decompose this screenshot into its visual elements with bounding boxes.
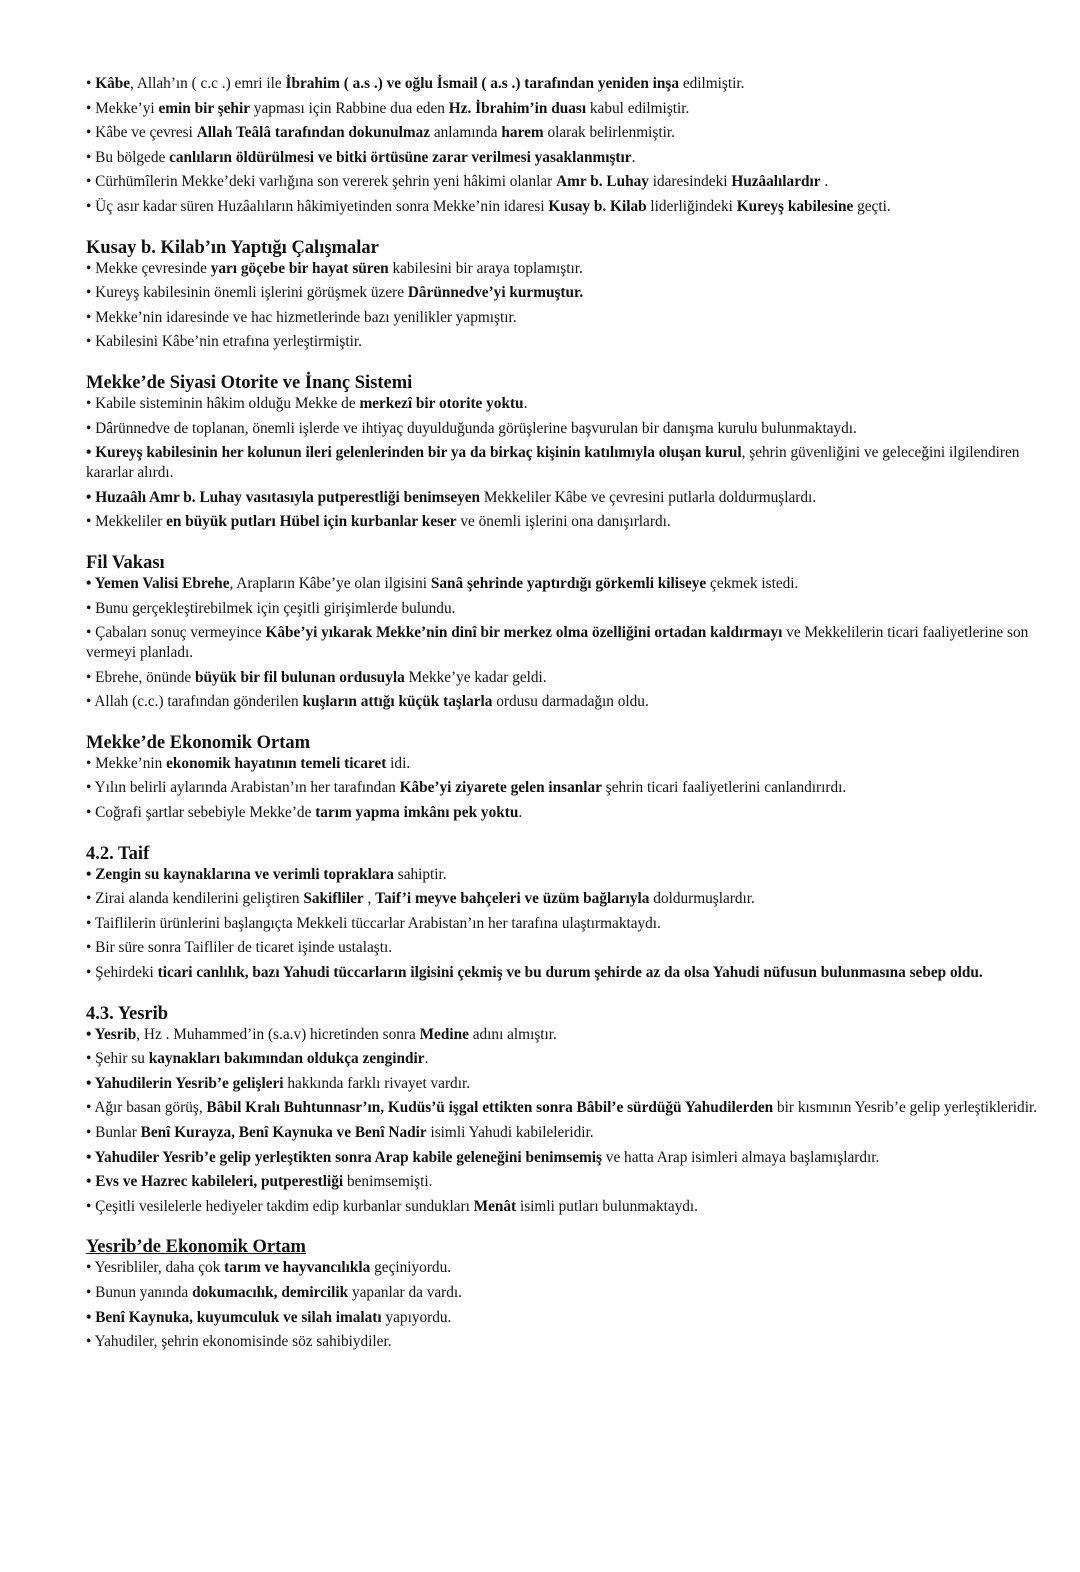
bold-text: •	[86, 1148, 95, 1166]
bold-text: Medine	[419, 1025, 469, 1043]
bold-text: kuşların attığı küçük taşlarla	[302, 693, 493, 711]
bold-text: Kâbe’yi yıkarak Mekke’nin dinî bir merkez olma özelliğini ortadan kaldırmayı	[265, 624, 783, 642]
bold-text: dokumacılık, demircilik	[192, 1283, 349, 1301]
text: •	[86, 75, 96, 92]
section-gap	[86, 357, 1040, 372]
bold-text: İbrahim ( a.s .) ve oğlu İsmail ( a.s .) tarafından yeniden inşa	[285, 75, 680, 92]
text: benimsemişti.	[343, 1173, 433, 1191]
bullet-line	[86, 443, 1040, 483]
bullet-line	[86, 512, 1040, 532]
text: liderliğindeki	[646, 197, 737, 215]
text: • Bir süre sonra Taifliler de ticaret işinde ustalaştı.	[86, 939, 393, 957]
text: • Şehir su	[86, 1050, 149, 1068]
bold-text: Yahudiler Yesrib’e gelip yerleştikten sonra Arap kabile geleneğini benimsemiş	[94, 1148, 602, 1166]
bold-text: kaynakları bakımından oldukça zengindir	[148, 1050, 425, 1068]
section-heading: Yesrib’de Ekonomik Ortam	[86, 1237, 306, 1258]
bold-text: •	[86, 1173, 96, 1191]
text: • Mekkeliler	[86, 513, 167, 531]
bullet-line	[86, 172, 1040, 192]
bold-text: •	[86, 1074, 95, 1092]
bold-text: emin bir şehir	[158, 99, 250, 117]
bold-text: merkezî bir otorite yoktu	[359, 394, 524, 412]
bold-text: Dârünnedve’yi kurmuştur.	[407, 284, 584, 302]
text: ve önemli işlerini ona danışırlardı.	[456, 513, 671, 531]
text: yapması için Rabbine dua eden	[249, 99, 449, 117]
text: • Kâbe ve çevresi	[86, 124, 197, 142]
bold-text: Allah Teâlâ tarafından dokunulmaz	[196, 124, 431, 142]
section-4	[86, 732, 1040, 823]
section-gap	[86, 222, 1040, 237]
bold-text: •	[86, 1025, 95, 1043]
text: • Kabile sisteminin hâkim olduğu Mekke de	[86, 394, 360, 412]
bullet-line	[86, 668, 1040, 688]
bold-text: Huzâalılardır	[731, 173, 821, 191]
bold-text: Menât	[473, 1197, 517, 1215]
text: • Şehirdeki	[86, 964, 158, 982]
text: çekmek istedi.	[706, 574, 799, 592]
bullet-line	[86, 488, 1040, 508]
bold-text: Benî Kaynuka, kuyumculuk ve silah imalatı	[95, 1308, 382, 1326]
bullet-line	[86, 1025, 1040, 1045]
text: ordusu darmadağın oldu.	[492, 693, 649, 711]
bullet-line	[86, 1098, 1040, 1118]
bold-text: Kusay b. Kilab	[548, 197, 647, 215]
bold-text: Huzaâlı Amr b. Luhay vasıtasıyla putperestliği benimseyen	[95, 488, 481, 506]
text: ve Mekkelilerin ticari faaliyetlerine son vermeyi planladı.	[86, 624, 1029, 662]
text: ,	[363, 890, 376, 908]
bullet-line	[86, 803, 1040, 823]
text: .	[820, 173, 829, 191]
bullet-line	[86, 938, 1040, 958]
bold-text: Benî Kurayza, Benî Kaynuka ve Benî Nadir	[140, 1124, 427, 1141]
text: bir kısmının Yesrib’e gelip yerleştikleridir.	[773, 1099, 1038, 1117]
text: .	[424, 1050, 429, 1068]
bullet-line	[86, 1172, 1040, 1192]
text: • Mekke’nin idaresinde ve hac hizmetlerinde bazı yenilikler yapmıştır.	[86, 308, 517, 326]
text: .	[523, 394, 528, 412]
section-gap	[86, 1221, 1040, 1236]
text: • Bunlar	[86, 1124, 141, 1141]
bullet-line	[86, 1074, 1040, 1094]
bullet-line	[86, 123, 1040, 143]
text: • Bunun yanında	[86, 1283, 193, 1301]
text: • Taiflilerin ürünlerini başlangıçta Mekkeli tüccarlar Arabistan’ın her tarafına ulaştırmaktaydı.	[86, 914, 661, 932]
text: • Ebrehe, önünde	[86, 668, 195, 686]
bold-text: Sakifliler	[303, 890, 364, 908]
text: olarak belirlenmiştir.	[543, 124, 675, 142]
bold-text: harem	[501, 124, 544, 142]
text: • Yahudiler, şehrin ekonomisinde söz sahibiydiler.	[86, 1333, 392, 1351]
bullet-line	[86, 1123, 1040, 1143]
section-gap	[86, 717, 1040, 732]
bullet-line	[86, 1148, 1040, 1168]
bold-text: ekonomik hayatının temeli ticaret	[166, 754, 387, 772]
bullet-line	[86, 1258, 1040, 1278]
text: isimli Yahudi kabileleridir.	[426, 1124, 594, 1141]
text: • Mekke çevresinde	[86, 259, 211, 277]
bullet-line	[86, 259, 1040, 279]
bullet-line	[86, 1049, 1040, 1069]
bullet-line	[86, 148, 1040, 168]
text: • Yılın belirli aylarında Arabistan’ın her tarafından	[86, 779, 400, 797]
bullet-line	[86, 1197, 1040, 1217]
text: Mekke’ye kadar geldi.	[404, 668, 547, 686]
text: yapıyordu.	[381, 1308, 452, 1326]
section-6	[86, 1003, 1040, 1217]
text: isimli putları bulunmaktaydı.	[516, 1197, 699, 1215]
text: , Hz . Muhammed’in (s.a.v) hicretinden sonra	[136, 1025, 420, 1043]
bold-text: Kureyş kabilesinin her kolunun ileri gelenlerinden bir ya da birkaç kişinin katılımıyla oluşan kurul	[95, 444, 742, 462]
text: .	[631, 148, 636, 166]
text: kabul edilmiştir.	[586, 99, 690, 117]
bold-text: Hz. İbrahim’in duası	[448, 99, 587, 117]
text: • Yesribliler, daha çok	[86, 1259, 225, 1277]
bullet-line	[86, 394, 1040, 414]
bullet-line	[86, 1308, 1040, 1328]
text: geçti.	[853, 197, 891, 215]
bullet-line	[86, 332, 1040, 352]
bold-text: Evs ve Hazrec kabileleri, putperestliği	[95, 1173, 344, 1191]
bold-text: •	[86, 488, 96, 506]
text: idi.	[386, 754, 411, 772]
bullet-line	[86, 963, 1040, 983]
text: • Bunu gerçekleştirebilmek için çeşitli girişimlerde bulundu.	[86, 599, 456, 617]
text: idaresindeki	[648, 173, 732, 191]
text: , Allah’ın ( c.c .) emri ile	[130, 75, 286, 92]
bold-text: •	[86, 865, 96, 883]
section-2	[86, 372, 1040, 532]
bold-text: Kâbe’yi ziyarete gelen insanlar	[399, 779, 602, 797]
text: .	[518, 804, 523, 822]
text: • Dârünnedve de toplanan, önemli işlerde ve ihtiyaç duyulduğunda görüşlerine başvurulan bir danışma kurulu bulunmaktaydı.	[86, 419, 857, 437]
bold-text: Kureyş kabilesine	[736, 197, 854, 215]
bullet-line	[86, 574, 1040, 594]
bullet-line	[86, 865, 1040, 885]
section-heading: Fil Vakası	[86, 552, 165, 573]
text: • Ağır basan görüş,	[86, 1099, 207, 1117]
text: , şehrin güvenliğini ve geleceğini ilgilendiren kararlar alırdı.	[86, 444, 1020, 482]
text: , Arapların Kâbe’ye olan ilgisini	[229, 574, 431, 592]
text: • Mekke’nin	[86, 754, 167, 772]
section-heading: 4.3. Yesrib	[86, 1003, 169, 1024]
section-3	[86, 552, 1040, 712]
text: kabilesini bir araya toplamıştır.	[388, 259, 583, 277]
section-1	[86, 237, 1040, 353]
bullet-line	[86, 308, 1040, 328]
text: şehrin ticari faaliyetlerini canlandırırdı.	[601, 779, 847, 797]
bullet-line	[86, 778, 1040, 798]
text: • Çeşitli vesilelerle hediyeler takdim edip kurbanlar sundukları	[86, 1197, 474, 1215]
bold-text: Bâbil Kralı Buhtunnasr’ın, Kudüs’ü işgal ettikten sonra Bâbil’e sürdüğü Yahudilerden	[206, 1099, 774, 1117]
bold-text: •	[86, 1308, 96, 1326]
text: • Zirai alanda kendilerini geliştiren	[86, 890, 304, 908]
bullet-line	[86, 99, 1040, 119]
bullet-line	[86, 1283, 1040, 1303]
bullet-line	[86, 1332, 1040, 1352]
text: • Üç asır kadar süren Huzâalıların hâkimiyetinden sonra Mekke’nin idaresi	[86, 197, 549, 215]
bold-text: Yahudilerin Yesrib’e gelişleri	[94, 1074, 284, 1092]
text: hakkında farklı rivayet vardır.	[283, 1074, 471, 1092]
section-7	[86, 1236, 1040, 1352]
bold-text: •	[86, 444, 96, 462]
text: • Kureyş kabilesinin önemli işlerini görüşmek üzere	[86, 284, 408, 302]
bold-text: büyük bir fil bulunan ordusuyla	[195, 668, 405, 686]
bullet-line	[86, 197, 1040, 217]
text: anlamında	[430, 124, 502, 142]
bullet-line	[86, 692, 1040, 712]
section-5	[86, 843, 1040, 983]
text: yapanlar da vardı.	[348, 1283, 462, 1301]
bullet-line	[86, 283, 1040, 303]
bold-text: Sanâ şehrinde yaptırdığı görkemli kiliseye	[430, 574, 707, 592]
text: • Çabaları sonuç vermeyince	[86, 624, 266, 642]
text: • Coğrafi şartlar sebebiyle Mekke’de	[86, 804, 316, 822]
text: Mekkeliler Kâbe ve çevresini putlarla doldurmuşlardı.	[480, 488, 817, 506]
text: • Bu bölgede	[86, 148, 170, 166]
section-0	[86, 74, 1040, 217]
bullet-line	[86, 754, 1040, 774]
bold-text: Yemen Valisi Ebrehe	[94, 574, 230, 592]
text: geçiniyordu.	[370, 1259, 452, 1277]
text: ve hatta Arap isimleri almaya başlamışlardır.	[601, 1148, 880, 1166]
section-gap	[86, 537, 1040, 552]
bold-text: yarı göçebe bir hayat süren	[210, 259, 389, 277]
text: adını almıştır.	[468, 1025, 557, 1043]
bullet-line	[86, 623, 1040, 663]
section-heading: Mekke’de Siyasi Otorite ve İnanç Sistemi	[86, 372, 413, 393]
bold-text: Kâbe	[95, 75, 131, 92]
text: doldurmuşlardır.	[649, 890, 755, 908]
text: edilmiştir.	[679, 75, 745, 92]
section-gap	[86, 828, 1040, 843]
section-heading: Mekke’de Ekonomik Ortam	[86, 732, 311, 753]
bullet-line	[86, 914, 1040, 934]
text: • Cürhümîlerin Mekke’deki varlığına son vererek şehrin yeni hâkimi olanlar	[86, 173, 557, 191]
section-heading: 4.2. Taif	[86, 843, 150, 864]
section-gap	[86, 988, 1040, 1003]
bold-text: tarım ve hayvancılıkla	[224, 1259, 371, 1277]
text: sahiptir.	[393, 865, 447, 883]
bold-text: tarım yapma imkânı pek yoktu	[315, 804, 519, 822]
bold-text: •	[86, 574, 95, 592]
bold-text: en büyük putları Hübel için kurbanlar keser	[166, 513, 457, 531]
bold-text: Taif’i meyve bahçeleri ve üzüm bağlarıyla	[375, 890, 650, 908]
text: • Mekke’yi	[86, 99, 159, 117]
bullet-line	[86, 889, 1040, 909]
bullet-line	[86, 599, 1040, 619]
bold-text: Zengin su kaynaklarına ve verimli topraklara	[95, 865, 394, 883]
bold-text: Yesrib	[94, 1025, 137, 1043]
section-heading: Kusay b. Kilab’ın Yaptığı Çalışmalar	[86, 237, 379, 258]
text: • Kabilesini Kâbe’nin etrafına yerleştirmiştir.	[86, 333, 362, 351]
bold-text: ticari canlılık, bazı Yahudi tüccarların ilgisini çekmiş ve bu durum şehirde az da olsa Yahudi nüfusun bulunmasına sebep oldu.	[157, 964, 983, 982]
bold-text: canlıların öldürülmesi ve bitki örtüsüne zarar verilmesi yasaklanmıştır	[169, 148, 632, 166]
text: • Allah (c.c.) tarafından gönderilen	[86, 693, 303, 711]
bullet-line	[86, 419, 1040, 439]
bold-text: Amr b. Luhay	[556, 173, 649, 191]
bullet-line	[86, 74, 1040, 94]
